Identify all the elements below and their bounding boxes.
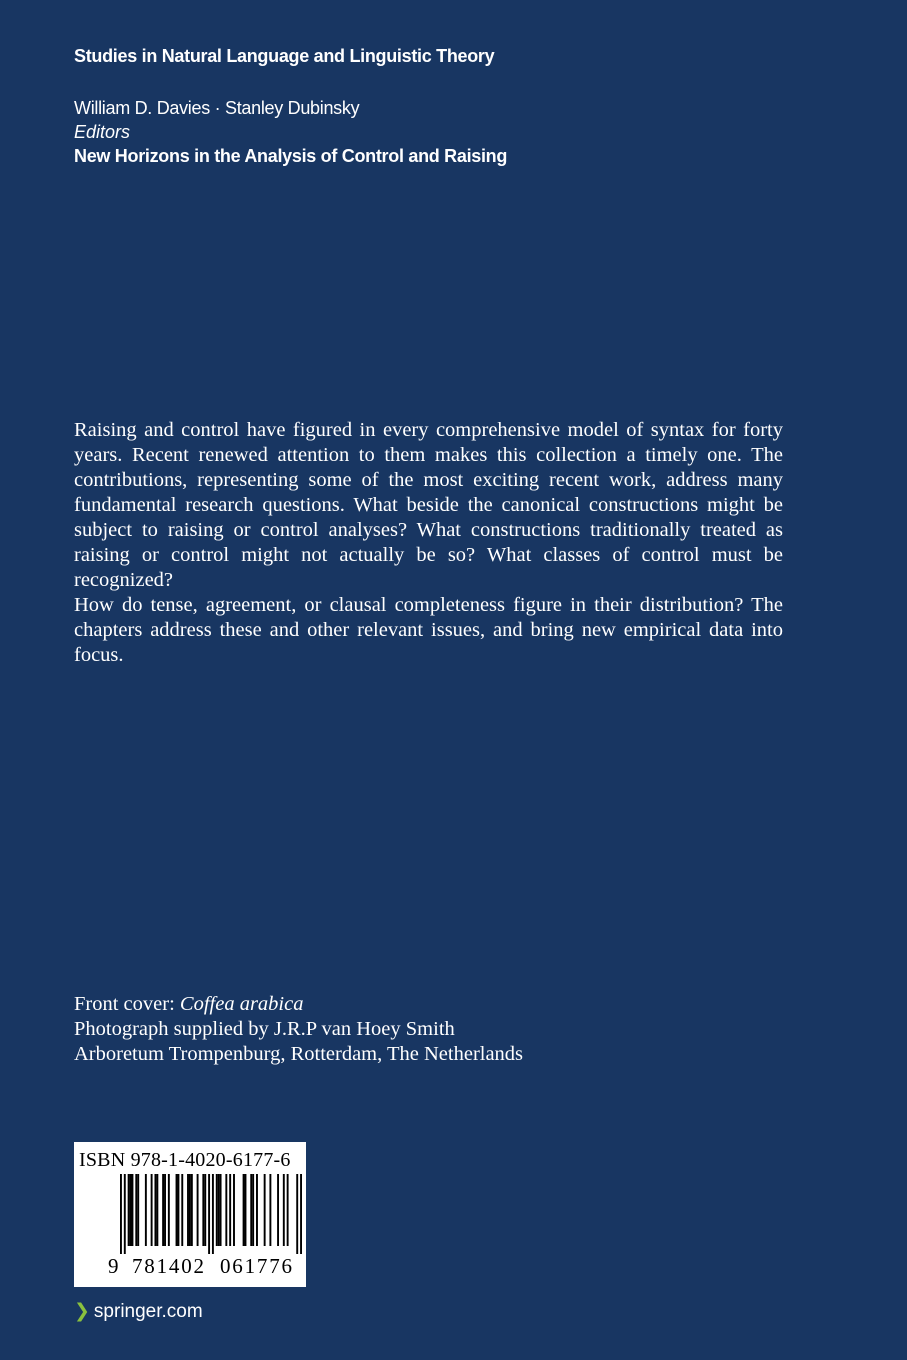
barcode-bar bbox=[229, 1174, 231, 1246]
barcode-bar bbox=[204, 1174, 206, 1246]
blurb-paragraph-1: Raising and control have figured in every comprehensive model of syntax for forty years. Recent renewed attention to them makes this collection a timely one. The contributions, representing some of the most exciting recent work, address many fundamental research questions. What beside the canonical constructions might be subject to raising or control analyses? What constructions traditionally treated as raising or control might not actually be so? What classes of control must be recognized? bbox=[74, 419, 783, 591]
front-cover-label: Front cover: bbox=[74, 993, 180, 1015]
publisher-website-text: springer.com bbox=[93, 1301, 203, 1322]
barcode-digits-right: 061776 bbox=[220, 1254, 294, 1278]
barcode-bar bbox=[130, 1174, 132, 1246]
barcode-bar bbox=[189, 1174, 191, 1246]
barcode-bar bbox=[218, 1174, 220, 1246]
series-title: Studies in Natural Language and Linguistic Theory bbox=[74, 46, 495, 66]
front-cover-credit bbox=[74, 992, 523, 1017]
barcode-bar bbox=[243, 1174, 245, 1246]
barcode-guard-bar bbox=[212, 1174, 214, 1254]
barcode-bar bbox=[177, 1174, 179, 1246]
barcode-bar bbox=[250, 1174, 252, 1246]
barcode-bar bbox=[128, 1174, 130, 1246]
editors: William D. Davies · Stanley Dubinsky bbox=[74, 98, 360, 118]
blurb bbox=[74, 418, 783, 668]
barcode-bars bbox=[120, 1174, 302, 1254]
barcode-bar bbox=[256, 1174, 258, 1246]
barcode-bar bbox=[202, 1174, 204, 1246]
editors-role: Editors bbox=[74, 122, 131, 142]
chevron-right-icon: ❯ bbox=[74, 1301, 90, 1322]
barcode-bar bbox=[269, 1174, 271, 1246]
barcode-bar bbox=[264, 1174, 266, 1246]
book-title: New Horizons in the Analysis of Control and Raising bbox=[74, 146, 508, 166]
barcode-guard-bar bbox=[296, 1174, 298, 1254]
barcode-bar bbox=[181, 1174, 183, 1246]
blurb-paragraph-2: How do tense, agreement, or clausal completeness figure in their distribution? The chapters address these and other relevant issues, and bring new empirical data into focus. bbox=[74, 594, 783, 666]
photograph-location: Arboretum Trompenburg, Rotterdam, The Netherlands bbox=[74, 1043, 524, 1065]
barcode-digits-left: 781402 bbox=[132, 1254, 206, 1278]
barcode-guard-bar bbox=[120, 1174, 122, 1254]
barcode-bar bbox=[287, 1174, 289, 1246]
barcode-bar bbox=[154, 1174, 156, 1246]
cover-credits bbox=[74, 992, 523, 1067]
barcode-bar bbox=[168, 1174, 170, 1246]
isbn-label: ISBN 978-1-4020-6177-6 bbox=[79, 1149, 291, 1171]
isbn-barcode bbox=[74, 1142, 306, 1287]
barcode-digits bbox=[74, 1254, 306, 1282]
barcode-bar bbox=[162, 1174, 164, 1246]
barcode-bar bbox=[197, 1174, 199, 1246]
barcode-bar bbox=[233, 1174, 235, 1246]
barcode-bar bbox=[277, 1174, 279, 1246]
barcode-bar bbox=[283, 1174, 285, 1246]
barcode-bar bbox=[216, 1174, 218, 1246]
barcode-bar bbox=[145, 1174, 147, 1246]
barcode-guard-bar bbox=[208, 1174, 210, 1254]
barcode-bar bbox=[252, 1174, 254, 1246]
barcode-bar bbox=[131, 1174, 133, 1246]
barcode-bar bbox=[176, 1174, 178, 1246]
publisher-website[interactable] bbox=[74, 1300, 203, 1323]
barcode-guard-bar bbox=[124, 1174, 126, 1254]
front-cover-species: Coffea arabica bbox=[179, 993, 304, 1015]
barcode-bar bbox=[225, 1174, 227, 1246]
barcode-bar bbox=[156, 1174, 158, 1246]
photograph-credit: Photograph supplied by J.R.P van Hoey Smith bbox=[74, 1018, 455, 1040]
barcode-bar bbox=[137, 1174, 139, 1246]
barcode-bar bbox=[164, 1174, 166, 1246]
barcode-bar bbox=[191, 1174, 193, 1246]
barcode-bar bbox=[187, 1174, 189, 1246]
barcode-bar bbox=[135, 1174, 137, 1246]
barcode-bar bbox=[151, 1174, 153, 1246]
barcode-digit-first: 9 bbox=[108, 1254, 119, 1278]
barcode-bar bbox=[245, 1174, 247, 1246]
barcode-bar bbox=[220, 1174, 222, 1246]
barcode-guard-bar bbox=[300, 1174, 302, 1254]
